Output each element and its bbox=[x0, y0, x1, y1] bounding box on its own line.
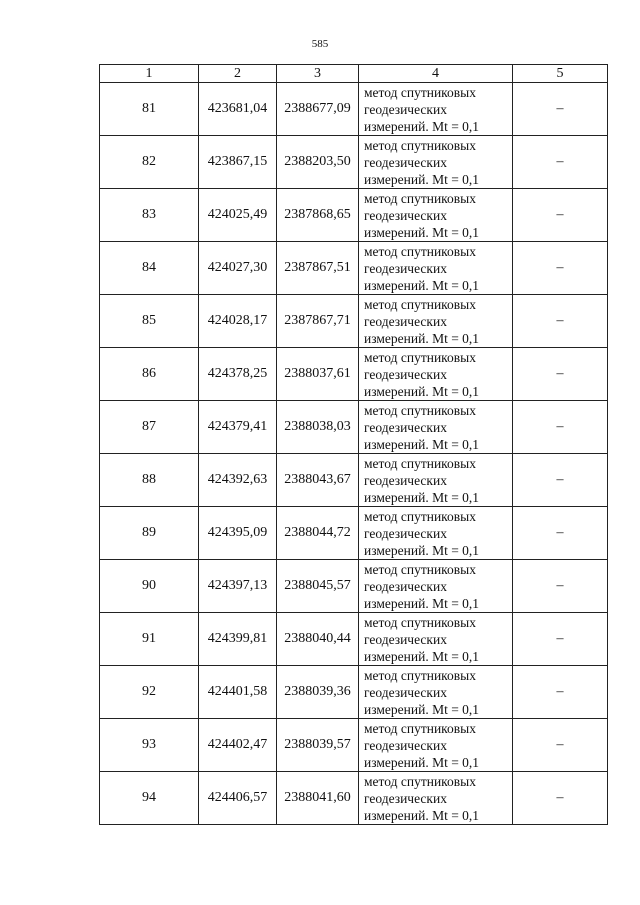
header-col-3: 3 bbox=[277, 65, 359, 83]
table-row bbox=[100, 613, 608, 666]
table-row bbox=[100, 189, 608, 242]
header-col-1: 1 bbox=[100, 65, 199, 83]
table-row bbox=[100, 348, 608, 401]
header-col-2: 2 bbox=[199, 65, 277, 83]
note-cell: – bbox=[513, 242, 608, 295]
method-line: измерений. Mt = 0,1 bbox=[364, 224, 480, 240]
method-line: измерений. Mt = 0,1 bbox=[364, 436, 480, 452]
method-cell bbox=[359, 613, 513, 666]
method-line: метод спутниковых bbox=[364, 243, 476, 259]
method-line: измерений. Mt = 0,1 bbox=[364, 383, 480, 399]
y-coordinate-cell: 2388677,09 bbox=[277, 83, 359, 136]
method-line: метод спутниковых bbox=[364, 190, 476, 206]
table-row bbox=[100, 772, 608, 825]
point-number-cell: 87 bbox=[100, 401, 199, 454]
method-line: геодезических bbox=[364, 313, 447, 329]
method-line: измерений. Mt = 0,1 bbox=[364, 277, 480, 293]
page-number: 585 bbox=[311, 38, 329, 50]
table-row bbox=[100, 454, 608, 507]
point-number-cell: 90 bbox=[100, 560, 199, 613]
y-coordinate-cell: 2388039,57 bbox=[277, 719, 359, 772]
method-cell bbox=[359, 401, 513, 454]
note-cell: – bbox=[513, 189, 608, 242]
x-coordinate-cell: 424379,41 bbox=[199, 401, 277, 454]
method-line: измерений. Mt = 0,1 bbox=[364, 118, 480, 134]
method-line: геодезических bbox=[364, 419, 447, 435]
method-cell bbox=[359, 666, 513, 719]
method-cell bbox=[359, 242, 513, 295]
note-cell: – bbox=[513, 83, 608, 136]
y-coordinate-cell: 2388040,44 bbox=[277, 613, 359, 666]
table-row bbox=[100, 295, 608, 348]
method-line: геодезических bbox=[364, 790, 447, 806]
note-cell: – bbox=[513, 454, 608, 507]
method-cell bbox=[359, 560, 513, 613]
point-number-cell: 93 bbox=[100, 719, 199, 772]
x-coordinate-cell: 424395,09 bbox=[199, 507, 277, 560]
x-coordinate-cell: 424392,63 bbox=[199, 454, 277, 507]
point-number-cell: 91 bbox=[100, 613, 199, 666]
table-row bbox=[100, 666, 608, 719]
method-cell bbox=[359, 719, 513, 772]
y-coordinate-cell: 2387867,71 bbox=[277, 295, 359, 348]
method-line: геодезических bbox=[364, 366, 447, 382]
point-number-cell: 85 bbox=[100, 295, 199, 348]
table-body bbox=[100, 83, 608, 825]
method-line: геодезических bbox=[364, 684, 447, 700]
y-coordinate-cell: 2388043,67 bbox=[277, 454, 359, 507]
point-number-cell: 84 bbox=[100, 242, 199, 295]
y-coordinate-cell: 2388045,57 bbox=[277, 560, 359, 613]
method-cell bbox=[359, 772, 513, 825]
method-line: метод спутниковых bbox=[364, 137, 476, 153]
table-row bbox=[100, 719, 608, 772]
x-coordinate-cell: 424378,25 bbox=[199, 348, 277, 401]
method-line: геодезических bbox=[364, 207, 447, 223]
method-line: метод спутниковых bbox=[364, 402, 476, 418]
method-line: метод спутниковых bbox=[364, 508, 476, 524]
method-line: метод спутниковых bbox=[364, 773, 476, 789]
point-number-cell: 94 bbox=[100, 772, 199, 825]
method-line: геодезических bbox=[364, 525, 447, 541]
method-line: метод спутниковых bbox=[364, 561, 476, 577]
x-coordinate-cell: 424025,49 bbox=[199, 189, 277, 242]
note-cell: – bbox=[513, 348, 608, 401]
table-row bbox=[100, 136, 608, 189]
table-row bbox=[100, 401, 608, 454]
method-line: геодезических bbox=[364, 472, 447, 488]
method-cell bbox=[359, 507, 513, 560]
note-cell: – bbox=[513, 560, 608, 613]
method-cell bbox=[359, 454, 513, 507]
point-number-cell: 86 bbox=[100, 348, 199, 401]
x-coordinate-cell: 424397,13 bbox=[199, 560, 277, 613]
table-row bbox=[100, 242, 608, 295]
method-line: измерений. Mt = 0,1 bbox=[364, 807, 480, 823]
note-cell: – bbox=[513, 507, 608, 560]
x-coordinate-cell: 424027,30 bbox=[199, 242, 277, 295]
y-coordinate-cell: 2387867,51 bbox=[277, 242, 359, 295]
method-line: метод спутниковых bbox=[364, 296, 476, 312]
coordinates-table bbox=[99, 64, 608, 825]
y-coordinate-cell: 2387868,65 bbox=[277, 189, 359, 242]
y-coordinate-cell: 2388039,36 bbox=[277, 666, 359, 719]
point-number-cell: 89 bbox=[100, 507, 199, 560]
x-coordinate-cell: 424406,57 bbox=[199, 772, 277, 825]
method-line: метод спутниковых bbox=[364, 84, 476, 100]
x-coordinate-cell: 424401,58 bbox=[199, 666, 277, 719]
x-coordinate-cell: 424399,81 bbox=[199, 613, 277, 666]
note-cell: – bbox=[513, 719, 608, 772]
method-line: геодезических bbox=[364, 154, 447, 170]
x-coordinate-cell: 423681,04 bbox=[199, 83, 277, 136]
method-cell bbox=[359, 83, 513, 136]
method-line: измерений. Mt = 0,1 bbox=[364, 754, 480, 770]
note-cell: – bbox=[513, 772, 608, 825]
method-cell bbox=[359, 189, 513, 242]
method-line: геодезических bbox=[364, 578, 447, 594]
method-line: метод спутниковых bbox=[364, 455, 476, 471]
method-line: метод спутниковых bbox=[364, 720, 476, 736]
point-number-cell: 83 bbox=[100, 189, 199, 242]
y-coordinate-cell: 2388041,60 bbox=[277, 772, 359, 825]
method-line: геодезических bbox=[364, 631, 447, 647]
x-coordinate-cell: 424402,47 bbox=[199, 719, 277, 772]
method-line: измерений. Mt = 0,1 bbox=[364, 595, 480, 611]
y-coordinate-cell: 2388203,50 bbox=[277, 136, 359, 189]
x-coordinate-cell: 423867,15 bbox=[199, 136, 277, 189]
method-line: геодезических bbox=[364, 260, 447, 276]
point-number-cell: 82 bbox=[100, 136, 199, 189]
note-cell: – bbox=[513, 401, 608, 454]
note-cell: – bbox=[513, 136, 608, 189]
method-line: измерений. Mt = 0,1 bbox=[364, 489, 480, 505]
method-line: метод спутниковых bbox=[364, 349, 476, 365]
note-cell: – bbox=[513, 666, 608, 719]
table-row bbox=[100, 560, 608, 613]
method-line: измерений. Mt = 0,1 bbox=[364, 171, 480, 187]
note-cell: – bbox=[513, 613, 608, 666]
method-line: метод спутниковых bbox=[364, 614, 476, 630]
method-line: геодезических bbox=[364, 101, 447, 117]
header-row bbox=[100, 65, 608, 83]
method-line: измерений. Mt = 0,1 bbox=[364, 648, 480, 664]
header-col-4: 4 bbox=[359, 65, 513, 83]
point-number-cell: 81 bbox=[100, 83, 199, 136]
method-line: измерений. Mt = 0,1 bbox=[364, 330, 480, 346]
method-cell bbox=[359, 295, 513, 348]
method-line: метод спутниковых bbox=[364, 667, 476, 683]
table-row bbox=[100, 507, 608, 560]
y-coordinate-cell: 2388044,72 bbox=[277, 507, 359, 560]
method-line: геодезических bbox=[364, 737, 447, 753]
point-number-cell: 88 bbox=[100, 454, 199, 507]
y-coordinate-cell: 2388037,61 bbox=[277, 348, 359, 401]
method-cell bbox=[359, 136, 513, 189]
method-line: измерений. Mt = 0,1 bbox=[364, 701, 480, 717]
method-cell bbox=[359, 348, 513, 401]
y-coordinate-cell: 2388038,03 bbox=[277, 401, 359, 454]
method-line: измерений. Mt = 0,1 bbox=[364, 542, 480, 558]
header-col-5: 5 bbox=[513, 65, 608, 83]
point-number-cell: 92 bbox=[100, 666, 199, 719]
note-cell: – bbox=[513, 295, 608, 348]
x-coordinate-cell: 424028,17 bbox=[199, 295, 277, 348]
table-row bbox=[100, 83, 608, 136]
